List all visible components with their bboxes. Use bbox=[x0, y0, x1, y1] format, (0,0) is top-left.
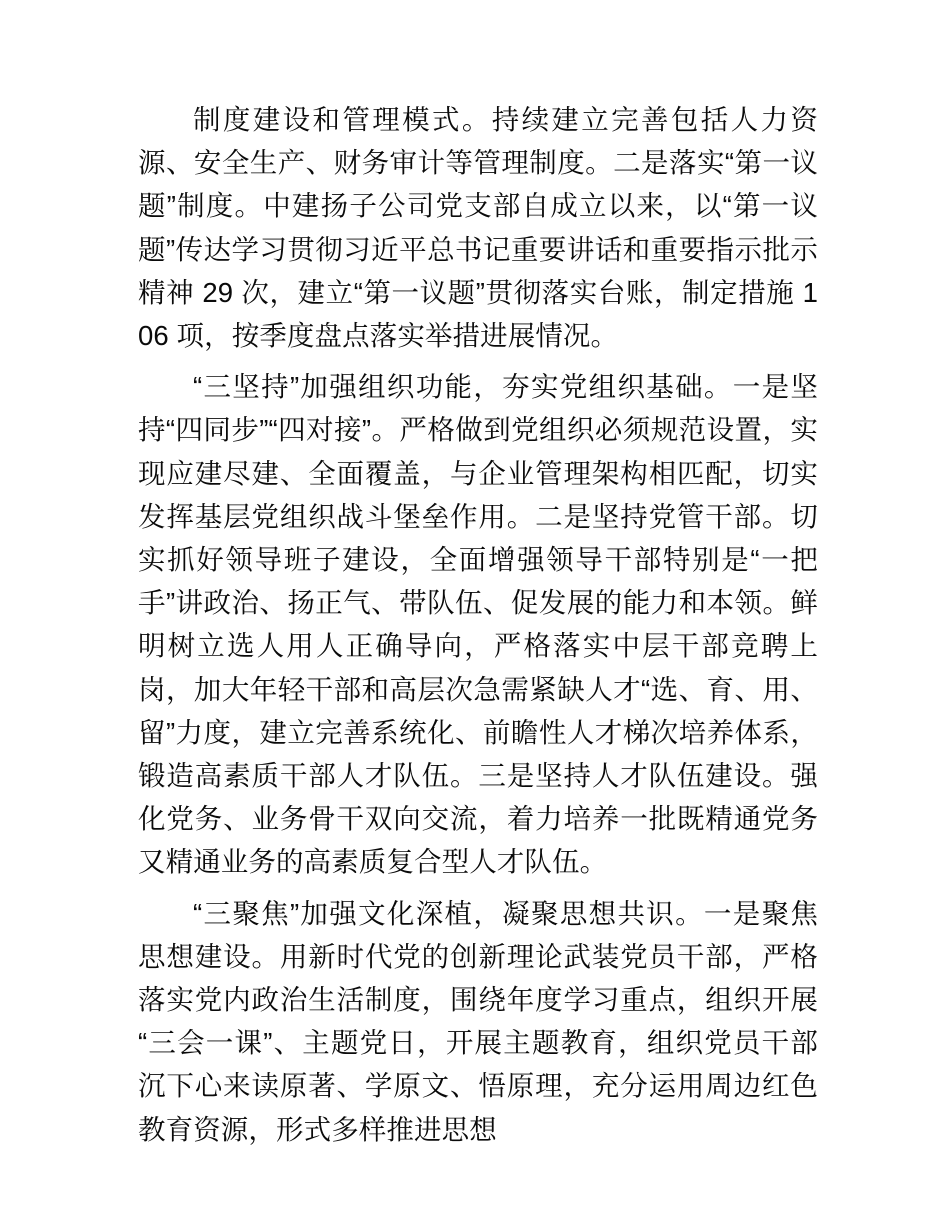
body-paragraph-3: “三聚焦”加强文化深植，凝聚思想共识。一是聚焦思想建设。用新时代党的创新理论武装党员干部，严格落实党内政治生活制度，围绕年度学习重点，组织开展“三会一课”、主题党日，开展主题教育，组织党员干部沉下心来读原著、学原文、悟原理，充分运用周边红色教育资源，形式多样推进思想 bbox=[138, 897, 818, 1145]
body-paragraph-1: 制度建设和管理模式。持续建立完善包括人力资源、安全生产、财务审计等管理制度。二是落实“第一议题”制度。中建扬子公司党支部自成立以来，以“第一议题”传达学习贯彻习近平总书记重要讲话和重要指示批示精神 29 次，建立“第一议题”贯彻落实台账，制定措施 106 项，按季度盘点落实举措进展情况。 bbox=[138, 104, 818, 352]
body-paragraph-2: “三坚持”加强组织功能，夯实党组织基础。一是坚持“四同步”“四对接”。严格做到党组织必须规范设置，实现应建尽建、全面覆盖，与企业管理架构相匹配，切实发挥基层党组织战斗堡垒作用。二是坚持党管干部。切实抓好领导班子建设，全面增强领导干部特别是“一把手”讲政治、扬正气、带队伍、促发展的能力和本领。鲜明树立选人用人正确导向，严格落实中层干部竞聘上岗，加大年轻干部和高层次急需紧缺人才“选、育、用、留”力度，建立完善系统化、前瞻性人才梯次培养体系，锻造高素质干部人才队伍。三是坚持人才队伍建设。强化党务、业务骨干双向交流，着力培养一批既精通党务又精通业务的高素质复合型人才队伍。 bbox=[138, 371, 818, 878]
document-text-body bbox=[138, 98, 818, 1151]
